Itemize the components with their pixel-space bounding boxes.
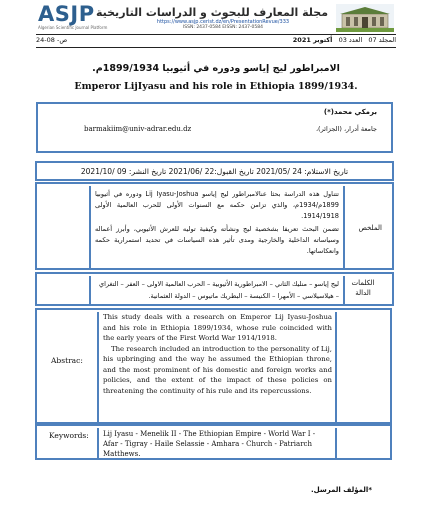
arabic-abstract-label: الملخص — [358, 224, 382, 232]
arabic-keywords-text: ليج إياسو – منليك الثاني – الامبراطورية الأثيوبية – الحرب العالمية الاولى – العفر – التغراي – هيلاسيلاسي – الأمهرا – الكنيسة – البطريك ماتيوس – الدولة العثمانية. — [99, 280, 339, 300]
author-email[interactable]: barmakiim@univ-adrar.edu.dz — [84, 125, 192, 133]
english-abstract-label: Abstrac: — [51, 356, 83, 365]
submission-dates: تاريخ الاستلام: 24 /2021/05 تاريخ القبول:22 /2021/06 تاريخ النشر: 09 /2021/10 — [80, 167, 349, 176]
journal-name: مجلة المعارف للبحوث و الدراسات التاريخية — [95, 6, 328, 19]
volume: المجلد 07 — [368, 36, 396, 44]
english-keywords-label: Keywords: — [49, 431, 89, 440]
english-keywords-box — [35, 424, 392, 460]
university-building-icon — [336, 4, 394, 32]
arabic-abstract-body — [89, 186, 345, 270]
corresponding-author-note: *المؤلف المرسل. — [310, 486, 372, 494]
english-keywords-body — [97, 428, 337, 458]
arabic-abstract-text — [95, 189, 339, 257]
arabic-abstract-box — [35, 182, 394, 270]
author-box — [36, 102, 393, 153]
arabic-keywords-body — [89, 276, 345, 304]
asjp-logo-text: ASJP — [38, 2, 95, 26]
journal-issn: ISSN: 2437-0584 EISSN: 2437-0584 — [182, 25, 264, 30]
english-abstract-body — [97, 312, 337, 422]
issue-meta — [36, 36, 396, 46]
english-abstract-box — [35, 308, 392, 424]
arabic-abstract-para-1: تتناول هذه الدراسة بحثا عنالامبراطور ليج إياسو Lij Iyasu-Joshua ودوره في أثيوبيا 1899م/1934م، والذي تزامن حكمه مع السنوات الأولى للحرب العالمية الأولى 1914/1918. — [95, 190, 340, 220]
journal-info — [95, 6, 328, 32]
title-arabic: الامبراطور ليج إياسو ودوره في أثيوبيا 1899/1934م. — [92, 63, 340, 74]
arabic-keywords-box — [35, 272, 394, 306]
issue: العدد 03 — [338, 36, 363, 44]
volume-issue — [293, 36, 396, 44]
arabic-abstract-para-2: تضمن البحث تعريفا بشخصية ليج ونشأته وكيفية توليه للعرش الأثيوبي، وأبرز أعماله وسياساته الداخلية والخارجية ومدى تأثير هذه السياسات في تحديد استمرارية حكمه وانعكاساتها. — [95, 225, 339, 255]
author-affiliation: جامعة أدرار، (الجزائر)، — [315, 125, 377, 133]
dates-box — [35, 161, 394, 181]
english-abstract-para-2: The research included an introduction to the personality of Lij, his upbringing and the way he assumed the Ethiopian throne, and the most prominent of his domestic and foreign works and policies, and the extent of the impact of these policies on threatening the continuity of his rule and its repercussions. — [103, 344, 332, 395]
english-keywords-text: Lij Iyasu - Menelik II - The Ethiopian Empire - World War I - Afar - Tigray - Haile Selassie - Amhara - Church - Patriarch Matthews. — [103, 430, 316, 458]
asjp-logo-subtext: Algerian Scientific Journal Platform — [38, 25, 108, 30]
page-range: ص- 08-24 — [36, 36, 68, 44]
arabic-keywords-label: الكلمات الدالة — [351, 279, 375, 297]
author-name: برمكي محمد(*) — [323, 108, 377, 116]
title-english: Emperor LijIyasu and his role in Ethiopia 1899/1934. — [74, 81, 358, 92]
english-abstract-text — [103, 312, 332, 396]
meta-rule — [36, 47, 396, 48]
journal-banner — [36, 4, 396, 32]
issue-date: أكتوبر 2021 — [292, 36, 333, 44]
english-abstract-para-1: This study deals with a research on Emperor Lij Iyasu-Joshua and his role in Ethiopia 1899/1934, whose rule coincided with the early years of the First World War 1914/1918. — [103, 313, 332, 342]
journal-url-link[interactable]: https://www.asjp.cerist.dz/en/PresentationRevue/333 — [156, 19, 290, 25]
header-rule — [36, 34, 396, 35]
